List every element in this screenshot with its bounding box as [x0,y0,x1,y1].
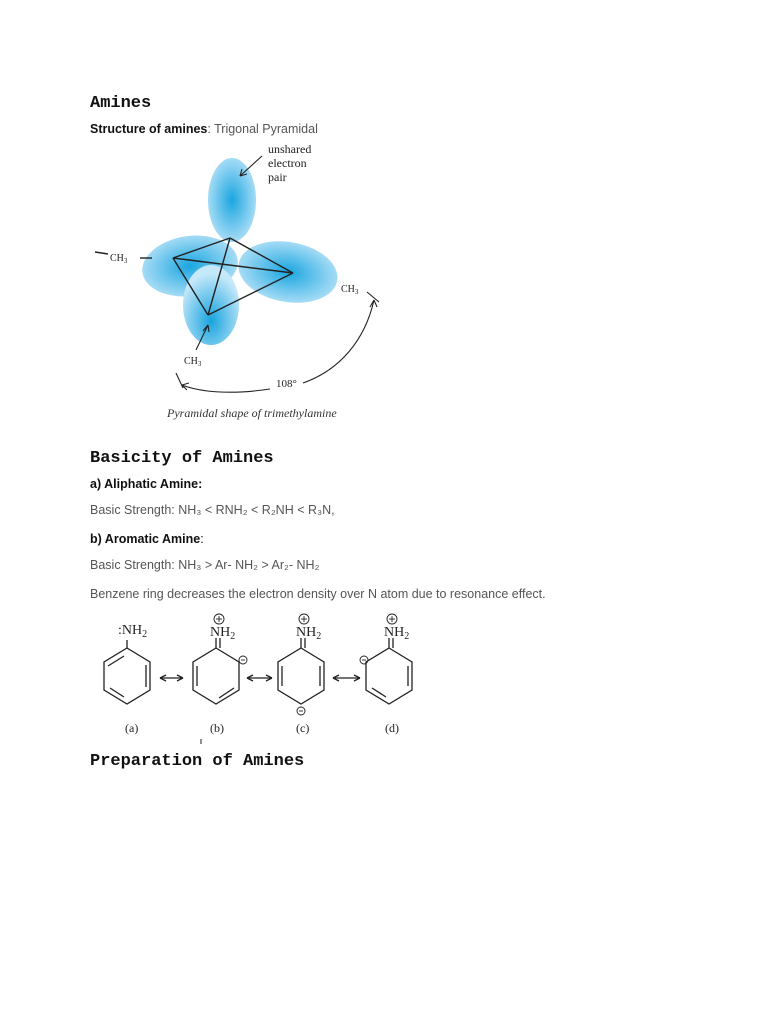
structure-value: : Trigonal Pyramidal [207,122,318,136]
nh2-d: $NH_2$ [384,625,410,642]
label-c: (c) [296,721,310,735]
aromatic-basic-strength: Basic Strength: NH₃ > Ar- NH₂ > Ar₂- NH₂ [90,558,320,572]
label-a: (a) [125,721,139,735]
preparation-heading: Preparation of Amines [90,752,305,771]
ring-a [104,640,150,704]
page-title: Amines [90,94,152,113]
nh2-b: $NH_2$ [210,625,236,642]
resonance-arrow-3 [333,675,360,681]
ch3-bottom-label: $CH_3$ [184,356,202,368]
ring-b [193,638,239,704]
aliphatic-basic-strength: Basic Strength: NH₃ < RNH₂ < R₂NH < R₃N, [90,503,335,517]
minus-charges [239,656,368,715]
resonance-arrow-1 [160,675,183,681]
lone-pair-label-2: electron [268,156,307,170]
lone-pair-lobe [208,158,256,242]
ch3-left-label: $CH_3$ [110,253,128,265]
trimethylamine-figure [0,0,768,440]
nh2-c: $NH_2$ [296,625,322,642]
lone-pair-label-3: pair [268,170,287,184]
resonance-text: Benzene ring decreases the electron density over N atom due to resonance effect. [90,587,546,601]
figure-caption: Pyramidal shape of trimethylamine [167,406,337,420]
label-d: (d) [385,721,399,735]
label-b: (b) [210,721,224,735]
resonance-arrow-2 [247,675,272,681]
ch3-right-label: $CH_3$ [341,284,359,296]
nh2-a: $:NH_2$ [118,623,148,640]
plus-charges [214,614,397,624]
ring-c [278,638,324,704]
basicity-heading: Basicity of Amines [90,449,274,468]
ring-d [366,638,412,704]
structure-label: Structure of amines [90,122,208,136]
lone-pair-label-1: unshared [268,142,312,156]
aromatic-heading: b) Aromatic Amine: [90,532,204,546]
angle-label: 108° [276,378,297,390]
aliphatic-heading: a) Aliphatic Amine: [90,477,203,491]
